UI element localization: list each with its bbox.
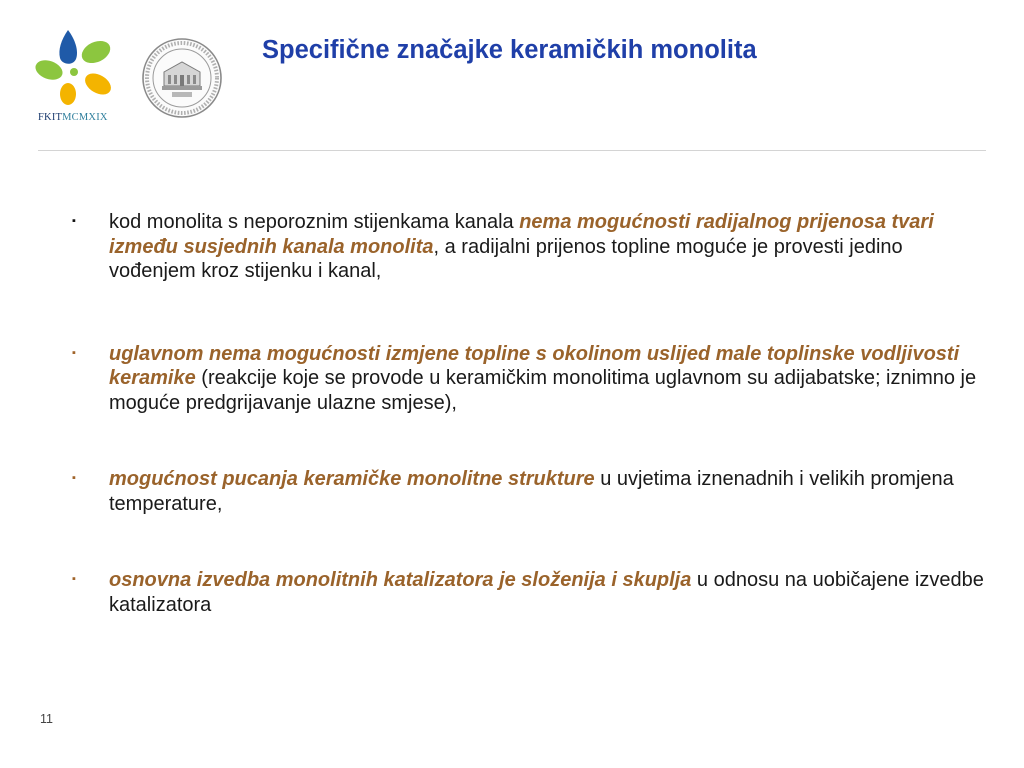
bullet-item xyxy=(70,342,990,416)
bullet-text: u odnosu na uobičajene izvedbe katalizatora xyxy=(109,569,984,616)
bullet-list xyxy=(70,210,990,617)
bullet-marker-icon: ▪ xyxy=(72,346,76,359)
university-seal-icon xyxy=(140,36,224,120)
bullet-marker-icon: ▪ xyxy=(72,215,76,227)
fkit-logo-text-year: MCMXIX xyxy=(62,112,108,123)
fkit-logo-text-main: FKIT xyxy=(38,112,63,123)
bullet-emphasis: osnovna izvedba monolitnih katalizatora je složenija i skuplja xyxy=(109,569,692,591)
bullet-text: (reakcije koje se provode u keramičkim monolitima uglavnom su adijabatske; iznimno je moguće predgrijavanje ulazne smjese), xyxy=(109,367,977,414)
bullet-marker-icon: ▪ xyxy=(72,573,76,585)
bullet-item xyxy=(70,467,990,516)
bullet-marker-icon: ▪ xyxy=(72,472,76,484)
header-divider xyxy=(38,150,986,151)
bullet-text: kod monolita s neporoznim stijenkama kanala xyxy=(109,211,520,233)
bullet-item xyxy=(70,568,990,617)
bullet-emphasis: mogućnost pucanja keramičke monolitne strukture xyxy=(109,468,595,490)
page-title: Specifične značajke keramičkih monolita xyxy=(262,36,757,64)
bullet-emphasis: uglavnom nema mogućnosti izmjene topline s okolinom uslijed male toplinske vodljivosti keramike xyxy=(109,342,960,389)
fkit-logo xyxy=(34,26,120,128)
page-number: 11 xyxy=(40,712,53,726)
bullet-emphasis: nema mogućnosti radijalnog prijenosa tvari između susjednih kanala monolita xyxy=(109,211,934,258)
fkit-flower-icon xyxy=(34,26,120,112)
bullet-text: u uvjetima iznenadnih i velikih promjena temperature, xyxy=(109,468,954,515)
bullet-item xyxy=(70,210,990,284)
fkit-logo-text xyxy=(38,112,108,123)
bullet-text: , a radijalni prijenos topline moguće je provesti jedino vođenjem kroz stijenku i kanal, xyxy=(109,235,903,282)
